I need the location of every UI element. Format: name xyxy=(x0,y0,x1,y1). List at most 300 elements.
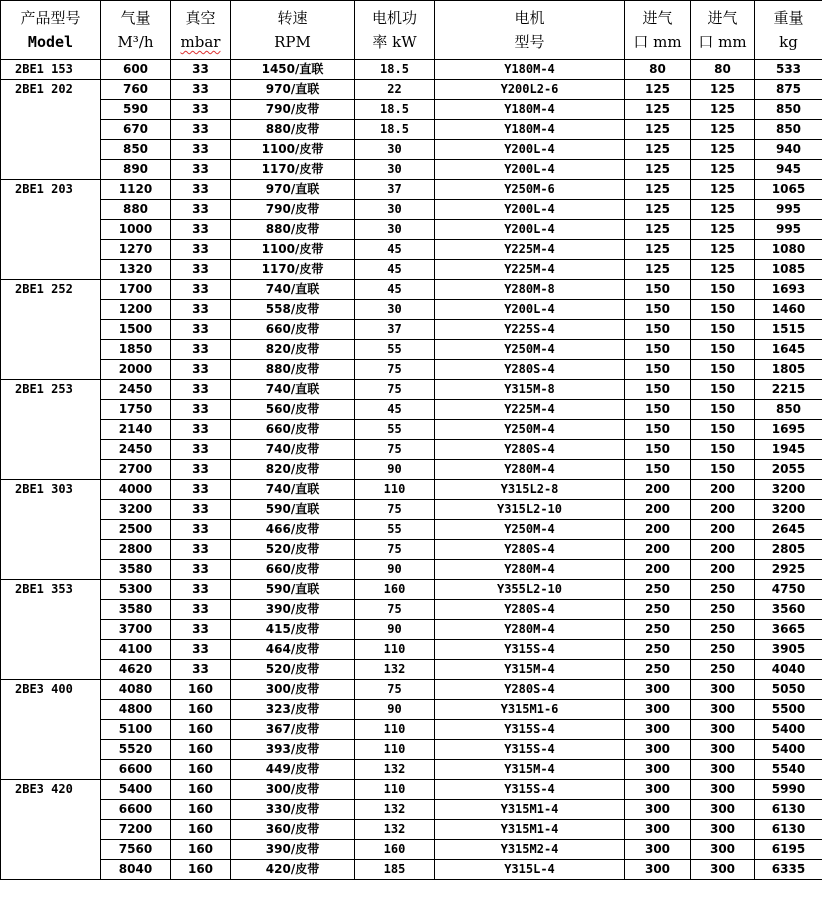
motor-model-cell: Y280M-4 xyxy=(435,560,625,580)
header-inlet-1: 进气 口 mm xyxy=(625,1,691,60)
vacuum-cell: 33 xyxy=(171,200,231,220)
vacuum-cell: 33 xyxy=(171,280,231,300)
motor-model-cell: Y280M-4 xyxy=(435,620,625,640)
table-row xyxy=(1,180,822,200)
table-row xyxy=(1,240,822,260)
table-row xyxy=(1,520,822,540)
inlet-2-cell: 125 xyxy=(691,80,755,100)
weight-cell: 1080 xyxy=(755,240,822,260)
inlet-2-cell: 300 xyxy=(691,780,755,800)
inlet-2-cell: 150 xyxy=(691,340,755,360)
vacuum-cell: 160 xyxy=(171,780,231,800)
inlet-2-cell: 250 xyxy=(691,640,755,660)
airflow-cell: 2450 xyxy=(101,380,171,400)
vacuum-cell: 33 xyxy=(171,620,231,640)
motor-model-cell: Y225S-4 xyxy=(435,320,625,340)
motor-model-cell: Y200L-4 xyxy=(435,140,625,160)
airflow-cell: 760 xyxy=(101,80,171,100)
motor-power-cell: 160 xyxy=(355,840,435,860)
inlet-2-cell: 80 xyxy=(691,60,755,80)
inlet-1-cell: 300 xyxy=(625,680,691,700)
airflow-cell: 7200 xyxy=(101,820,171,840)
speed-cell: 1450/直联 xyxy=(231,60,355,80)
inlet-1-cell: 150 xyxy=(625,340,691,360)
vacuum-cell: 33 xyxy=(171,160,231,180)
table-row xyxy=(1,560,822,580)
inlet-1-cell: 150 xyxy=(625,420,691,440)
inlet-2-cell: 125 xyxy=(691,240,755,260)
weight-cell: 3200 xyxy=(755,500,822,520)
motor-model-cell: Y180M-4 xyxy=(435,120,625,140)
vacuum-cell: 160 xyxy=(171,760,231,780)
inlet-1-cell: 250 xyxy=(625,660,691,680)
vacuum-cell: 160 xyxy=(171,800,231,820)
inlet-2-cell: 125 xyxy=(691,140,755,160)
weight-cell: 6195 xyxy=(755,840,822,860)
airflow-cell: 2000 xyxy=(101,360,171,380)
motor-power-cell: 55 xyxy=(355,420,435,440)
vacuum-cell: 33 xyxy=(171,240,231,260)
airflow-cell: 600 xyxy=(101,60,171,80)
motor-model-cell: Y250M-4 xyxy=(435,420,625,440)
inlet-1-cell: 200 xyxy=(625,560,691,580)
airflow-cell: 2700 xyxy=(101,460,171,480)
table-row xyxy=(1,320,822,340)
speed-cell: 1100/皮带 xyxy=(231,140,355,160)
weight-cell: 995 xyxy=(755,200,822,220)
inlet-2-cell: 150 xyxy=(691,320,755,340)
inlet-1-cell: 125 xyxy=(625,220,691,240)
weight-cell: 5050 xyxy=(755,680,822,700)
vacuum-cell: 33 xyxy=(171,600,231,620)
motor-model-cell: Y280S-4 xyxy=(435,440,625,460)
speed-cell: 590/直联 xyxy=(231,500,355,520)
inlet-1-cell: 300 xyxy=(625,760,691,780)
weight-cell: 2805 xyxy=(755,540,822,560)
table-row xyxy=(1,580,822,600)
speed-cell: 560/皮带 xyxy=(231,400,355,420)
table-row xyxy=(1,840,822,860)
motor-power-cell: 30 xyxy=(355,140,435,160)
airflow-cell: 880 xyxy=(101,200,171,220)
airflow-cell: 2800 xyxy=(101,540,171,560)
table-row xyxy=(1,660,822,680)
inlet-2-cell: 250 xyxy=(691,620,755,640)
speed-cell: 880/皮带 xyxy=(231,120,355,140)
table-row xyxy=(1,80,822,100)
airflow-cell: 5520 xyxy=(101,740,171,760)
vacuum-cell: 160 xyxy=(171,700,231,720)
airflow-cell: 890 xyxy=(101,160,171,180)
inlet-2-cell: 300 xyxy=(691,740,755,760)
weight-cell: 4750 xyxy=(755,580,822,600)
model-cell: 2BE3 400 xyxy=(1,680,101,780)
weight-cell: 850 xyxy=(755,400,822,420)
table-row xyxy=(1,460,822,480)
motor-model-cell: Y250M-4 xyxy=(435,340,625,360)
inlet-1-cell: 250 xyxy=(625,580,691,600)
weight-cell: 4040 xyxy=(755,660,822,680)
airflow-cell: 3700 xyxy=(101,620,171,640)
table-row xyxy=(1,740,822,760)
inlet-1-cell: 150 xyxy=(625,320,691,340)
motor-power-cell: 75 xyxy=(355,600,435,620)
speed-cell: 970/直联 xyxy=(231,80,355,100)
speed-cell: 300/皮带 xyxy=(231,780,355,800)
speed-cell: 558/皮带 xyxy=(231,300,355,320)
speed-cell: 330/皮带 xyxy=(231,800,355,820)
table-row xyxy=(1,340,822,360)
speed-cell: 1100/皮带 xyxy=(231,240,355,260)
speed-cell: 390/皮带 xyxy=(231,840,355,860)
airflow-cell: 4000 xyxy=(101,480,171,500)
airflow-cell: 7560 xyxy=(101,840,171,860)
vacuum-cell: 33 xyxy=(171,140,231,160)
inlet-2-cell: 250 xyxy=(691,580,755,600)
weight-cell: 2215 xyxy=(755,380,822,400)
vacuum-cell: 33 xyxy=(171,540,231,560)
inlet-1-cell: 125 xyxy=(625,200,691,220)
motor-power-cell: 75 xyxy=(355,380,435,400)
motor-model-cell: Y200L-4 xyxy=(435,200,625,220)
weight-cell: 940 xyxy=(755,140,822,160)
inlet-2-cell: 150 xyxy=(691,440,755,460)
speed-cell: 880/皮带 xyxy=(231,360,355,380)
motor-power-cell: 45 xyxy=(355,280,435,300)
inlet-1-cell: 125 xyxy=(625,180,691,200)
motor-model-cell: Y280S-4 xyxy=(435,540,625,560)
motor-power-cell: 75 xyxy=(355,360,435,380)
table-row xyxy=(1,600,822,620)
inlet-2-cell: 300 xyxy=(691,840,755,860)
table-row xyxy=(1,200,822,220)
header-inlet-2: 进气 口 mm xyxy=(691,1,755,60)
vacuum-cell: 33 xyxy=(171,460,231,480)
inlet-2-cell: 300 xyxy=(691,800,755,820)
motor-model-cell: Y315M-4 xyxy=(435,660,625,680)
inlet-1-cell: 300 xyxy=(625,720,691,740)
table-row xyxy=(1,220,822,240)
model-cell: 2BE1 353 xyxy=(1,580,101,680)
speed-cell: 323/皮带 xyxy=(231,700,355,720)
airflow-cell: 5100 xyxy=(101,720,171,740)
header-model: 产品型号 Model xyxy=(1,1,101,60)
motor-power-cell: 75 xyxy=(355,440,435,460)
motor-model-cell: Y280S-4 xyxy=(435,360,625,380)
table-row xyxy=(1,260,822,280)
inlet-1-cell: 125 xyxy=(625,240,691,260)
inlet-1-cell: 200 xyxy=(625,480,691,500)
motor-power-cell: 160 xyxy=(355,580,435,600)
motor-model-cell: Y200L-4 xyxy=(435,160,625,180)
weight-cell: 850 xyxy=(755,120,822,140)
motor-model-cell: Y315L-4 xyxy=(435,860,625,880)
inlet-2-cell: 150 xyxy=(691,360,755,380)
weight-cell: 2925 xyxy=(755,560,822,580)
motor-model-cell: Y315S-4 xyxy=(435,740,625,760)
table-row xyxy=(1,380,822,400)
vacuum-cell: 33 xyxy=(171,480,231,500)
airflow-cell: 5300 xyxy=(101,580,171,600)
motor-model-cell: Y315S-4 xyxy=(435,720,625,740)
speed-cell: 820/皮带 xyxy=(231,460,355,480)
weight-cell: 3665 xyxy=(755,620,822,640)
speed-cell: 740/直联 xyxy=(231,380,355,400)
inlet-1-cell: 300 xyxy=(625,700,691,720)
table-row xyxy=(1,120,822,140)
inlet-1-cell: 250 xyxy=(625,640,691,660)
motor-model-cell: Y225M-4 xyxy=(435,260,625,280)
motor-power-cell: 90 xyxy=(355,560,435,580)
inlet-1-cell: 150 xyxy=(625,300,691,320)
speed-cell: 420/皮带 xyxy=(231,860,355,880)
model-cell: 2BE1 303 xyxy=(1,480,101,580)
table-row xyxy=(1,760,822,780)
motor-power-cell: 110 xyxy=(355,480,435,500)
inlet-2-cell: 125 xyxy=(691,160,755,180)
inlet-2-cell: 300 xyxy=(691,700,755,720)
vacuum-cell: 33 xyxy=(171,580,231,600)
airflow-cell: 1120 xyxy=(101,180,171,200)
speed-cell: 449/皮带 xyxy=(231,760,355,780)
weight-cell: 1805 xyxy=(755,360,822,380)
motor-model-cell: Y280M-4 xyxy=(435,460,625,480)
inlet-2-cell: 300 xyxy=(691,760,755,780)
motor-model-cell: Y250M-6 xyxy=(435,180,625,200)
header-motor-model: 电机 型号 xyxy=(435,1,625,60)
airflow-cell: 850 xyxy=(101,140,171,160)
weight-cell: 995 xyxy=(755,220,822,240)
inlet-1-cell: 125 xyxy=(625,260,691,280)
airflow-cell: 1200 xyxy=(101,300,171,320)
airflow-cell: 4800 xyxy=(101,700,171,720)
table-row xyxy=(1,160,822,180)
vacuum-cell: 33 xyxy=(171,120,231,140)
inlet-2-cell: 200 xyxy=(691,520,755,540)
table-row xyxy=(1,100,822,120)
inlet-1-cell: 200 xyxy=(625,540,691,560)
weight-cell: 6335 xyxy=(755,860,822,880)
airflow-cell: 1320 xyxy=(101,260,171,280)
inlet-2-cell: 150 xyxy=(691,300,755,320)
motor-power-cell: 30 xyxy=(355,200,435,220)
airflow-cell: 590 xyxy=(101,100,171,120)
speed-cell: 660/皮带 xyxy=(231,560,355,580)
vacuum-cell: 33 xyxy=(171,360,231,380)
table-header xyxy=(1,1,822,60)
motor-model-cell: Y180M-4 xyxy=(435,100,625,120)
table-row xyxy=(1,440,822,460)
motor-model-cell: Y180M-4 xyxy=(435,60,625,80)
model-cell: 2BE3 420 xyxy=(1,780,101,880)
weight-cell: 1945 xyxy=(755,440,822,460)
inlet-1-cell: 150 xyxy=(625,380,691,400)
weight-cell: 1515 xyxy=(755,320,822,340)
speed-cell: 790/皮带 xyxy=(231,100,355,120)
vacuum-cell: 33 xyxy=(171,400,231,420)
motor-power-cell: 132 xyxy=(355,800,435,820)
table-body xyxy=(1,60,822,880)
vacuum-cell: 160 xyxy=(171,840,231,860)
model-cell: 2BE1 202 xyxy=(1,80,101,180)
motor-model-cell: Y315M-8 xyxy=(435,380,625,400)
vacuum-cell: 33 xyxy=(171,560,231,580)
motor-power-cell: 75 xyxy=(355,500,435,520)
motor-model-cell: Y315S-4 xyxy=(435,780,625,800)
speed-cell: 970/直联 xyxy=(231,180,355,200)
header-vacuum: 真空 mbar xyxy=(171,1,231,60)
inlet-1-cell: 300 xyxy=(625,860,691,880)
speed-cell: 1170/皮带 xyxy=(231,260,355,280)
speed-cell: 415/皮带 xyxy=(231,620,355,640)
weight-cell: 2055 xyxy=(755,460,822,480)
inlet-2-cell: 125 xyxy=(691,220,755,240)
inlet-2-cell: 150 xyxy=(691,420,755,440)
inlet-1-cell: 125 xyxy=(625,80,691,100)
vacuum-cell: 33 xyxy=(171,220,231,240)
motor-model-cell: Y280S-4 xyxy=(435,680,625,700)
vacuum-cell: 33 xyxy=(171,180,231,200)
weight-cell: 3200 xyxy=(755,480,822,500)
airflow-cell: 8040 xyxy=(101,860,171,880)
vacuum-cell: 33 xyxy=(171,440,231,460)
motor-power-cell: 37 xyxy=(355,180,435,200)
motor-power-cell: 132 xyxy=(355,760,435,780)
airflow-cell: 6600 xyxy=(101,800,171,820)
airflow-cell: 3580 xyxy=(101,600,171,620)
motor-power-cell: 55 xyxy=(355,340,435,360)
table-row xyxy=(1,60,822,80)
vacuum-cell: 160 xyxy=(171,680,231,700)
airflow-cell: 3580 xyxy=(101,560,171,580)
inlet-2-cell: 200 xyxy=(691,480,755,500)
motor-power-cell: 18.5 xyxy=(355,100,435,120)
weight-cell: 1645 xyxy=(755,340,822,360)
weight-cell: 533 xyxy=(755,60,822,80)
table-row xyxy=(1,420,822,440)
inlet-2-cell: 200 xyxy=(691,540,755,560)
speed-cell: 367/皮带 xyxy=(231,720,355,740)
vacuum-cell: 160 xyxy=(171,860,231,880)
speed-cell: 1170/皮带 xyxy=(231,160,355,180)
motor-power-cell: 45 xyxy=(355,240,435,260)
inlet-2-cell: 125 xyxy=(691,120,755,140)
motor-model-cell: Y225M-4 xyxy=(435,400,625,420)
inlet-1-cell: 125 xyxy=(625,140,691,160)
inlet-2-cell: 200 xyxy=(691,500,755,520)
inlet-2-cell: 250 xyxy=(691,600,755,620)
weight-cell: 1085 xyxy=(755,260,822,280)
speed-cell: 880/皮带 xyxy=(231,220,355,240)
table-row xyxy=(1,800,822,820)
inlet-2-cell: 150 xyxy=(691,460,755,480)
header-airflow: 气量 M³/h xyxy=(101,1,171,60)
inlet-1-cell: 150 xyxy=(625,360,691,380)
inlet-1-cell: 150 xyxy=(625,440,691,460)
weight-cell: 5500 xyxy=(755,700,822,720)
inlet-1-cell: 150 xyxy=(625,400,691,420)
motor-power-cell: 132 xyxy=(355,820,435,840)
motor-power-cell: 110 xyxy=(355,640,435,660)
inlet-2-cell: 125 xyxy=(691,200,755,220)
weight-cell: 850 xyxy=(755,100,822,120)
inlet-1-cell: 300 xyxy=(625,840,691,860)
inlet-2-cell: 200 xyxy=(691,560,755,580)
motor-power-cell: 90 xyxy=(355,460,435,480)
inlet-1-cell: 125 xyxy=(625,100,691,120)
speed-cell: 360/皮带 xyxy=(231,820,355,840)
inlet-1-cell: 300 xyxy=(625,800,691,820)
motor-model-cell: Y200L2-6 xyxy=(435,80,625,100)
inlet-2-cell: 125 xyxy=(691,180,755,200)
inlet-2-cell: 300 xyxy=(691,720,755,740)
header-speed: 转速 RPM xyxy=(231,1,355,60)
weight-cell: 3560 xyxy=(755,600,822,620)
speed-cell: 820/皮带 xyxy=(231,340,355,360)
table-row xyxy=(1,640,822,660)
speed-cell: 660/皮带 xyxy=(231,320,355,340)
weight-cell: 5400 xyxy=(755,740,822,760)
motor-model-cell: Y315L2-8 xyxy=(435,480,625,500)
vacuum-cell: 33 xyxy=(171,300,231,320)
table-row xyxy=(1,480,822,500)
inlet-1-cell: 300 xyxy=(625,820,691,840)
vacuum-cell: 33 xyxy=(171,420,231,440)
model-cell: 2BE1 252 xyxy=(1,280,101,380)
airflow-cell: 3200 xyxy=(101,500,171,520)
motor-model-cell: Y200L-4 xyxy=(435,300,625,320)
header-motor-power: 电机功 率 kW xyxy=(355,1,435,60)
weight-cell: 875 xyxy=(755,80,822,100)
motor-power-cell: 45 xyxy=(355,400,435,420)
airflow-cell: 1000 xyxy=(101,220,171,240)
speed-cell: 790/皮带 xyxy=(231,200,355,220)
weight-cell: 3905 xyxy=(755,640,822,660)
inlet-1-cell: 150 xyxy=(625,280,691,300)
speed-cell: 300/皮带 xyxy=(231,680,355,700)
speed-cell: 520/皮带 xyxy=(231,540,355,560)
table-row xyxy=(1,860,822,880)
motor-power-cell: 75 xyxy=(355,540,435,560)
table-row xyxy=(1,300,822,320)
motor-model-cell: Y250M-4 xyxy=(435,520,625,540)
airflow-cell: 2140 xyxy=(101,420,171,440)
airflow-cell: 4100 xyxy=(101,640,171,660)
motor-power-cell: 30 xyxy=(355,300,435,320)
motor-power-cell: 22 xyxy=(355,80,435,100)
inlet-2-cell: 250 xyxy=(691,660,755,680)
motor-model-cell: Y315L2-10 xyxy=(435,500,625,520)
inlet-1-cell: 125 xyxy=(625,120,691,140)
inlet-1-cell: 200 xyxy=(625,500,691,520)
airflow-cell: 1500 xyxy=(101,320,171,340)
inlet-2-cell: 300 xyxy=(691,820,755,840)
weight-cell: 6130 xyxy=(755,820,822,840)
motor-power-cell: 110 xyxy=(355,780,435,800)
table-row xyxy=(1,780,822,800)
table-row xyxy=(1,680,822,700)
motor-power-cell: 110 xyxy=(355,720,435,740)
inlet-1-cell: 125 xyxy=(625,160,691,180)
vacuum-cell: 33 xyxy=(171,660,231,680)
table-row xyxy=(1,400,822,420)
motor-model-cell: Y280S-4 xyxy=(435,600,625,620)
inlet-1-cell: 150 xyxy=(625,460,691,480)
speed-cell: 520/皮带 xyxy=(231,660,355,680)
airflow-cell: 1700 xyxy=(101,280,171,300)
motor-model-cell: Y315M-4 xyxy=(435,760,625,780)
vacuum-cell: 33 xyxy=(171,520,231,540)
